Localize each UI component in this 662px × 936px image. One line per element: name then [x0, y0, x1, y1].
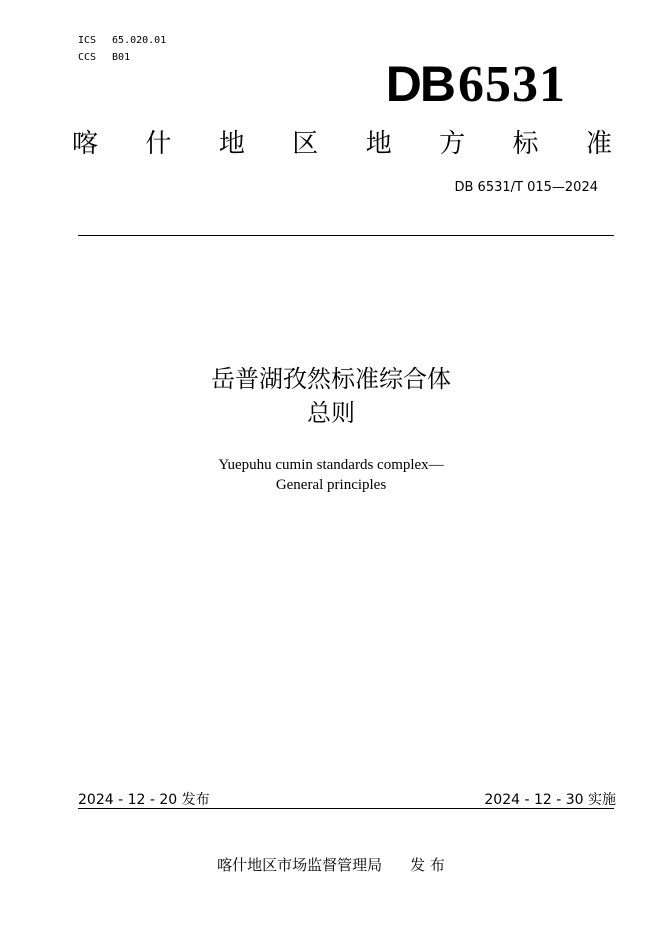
ics-row	[78, 32, 166, 49]
top-divider	[78, 235, 614, 236]
classification-codes	[78, 32, 166, 66]
ccs-label: CCS	[78, 52, 97, 63]
standard-type-char: 方	[439, 129, 466, 159]
chinese-title-line-2: 总则	[307, 399, 355, 427]
chinese-title	[0, 362, 662, 430]
standard-number: DB 6531/T 015—2024	[454, 180, 598, 195]
bottom-divider	[78, 808, 614, 809]
standard-type-char: 区	[292, 129, 319, 159]
standard-type-char: 标	[512, 129, 539, 159]
standard-type-heading	[72, 128, 612, 160]
implementation-date: 2024 - 12 - 30 实施	[484, 792, 616, 808]
issuer-name: 喀什地区市场监督管理局	[217, 856, 383, 874]
db-prefix: DB	[385, 56, 454, 112]
issuer-action: 发 布	[410, 856, 445, 874]
standard-type-char: 地	[365, 129, 392, 159]
db-logo	[386, 56, 566, 113]
ics-code: 65.020.01	[112, 35, 167, 46]
standard-type-char: 准	[585, 129, 612, 159]
ccs-row	[78, 49, 166, 66]
ccs-code: B01	[112, 52, 131, 63]
english-title-line-2: General principles	[275, 477, 387, 493]
standard-type-char: 地	[218, 129, 245, 159]
standard-type-char: 喀	[72, 129, 99, 159]
english-title	[0, 455, 662, 495]
english-title-line-1: Yuepuhu cumin standards complex—	[218, 457, 444, 473]
db-number: 6531	[458, 56, 566, 113]
chinese-title-line-1: 岳普湖孜然标准综合体	[211, 365, 451, 393]
ics-label: ICS	[78, 35, 97, 46]
standard-type-char: 什	[145, 129, 172, 159]
issuer	[0, 854, 662, 875]
issue-date: 2024 - 12 - 20 发布	[78, 792, 210, 808]
